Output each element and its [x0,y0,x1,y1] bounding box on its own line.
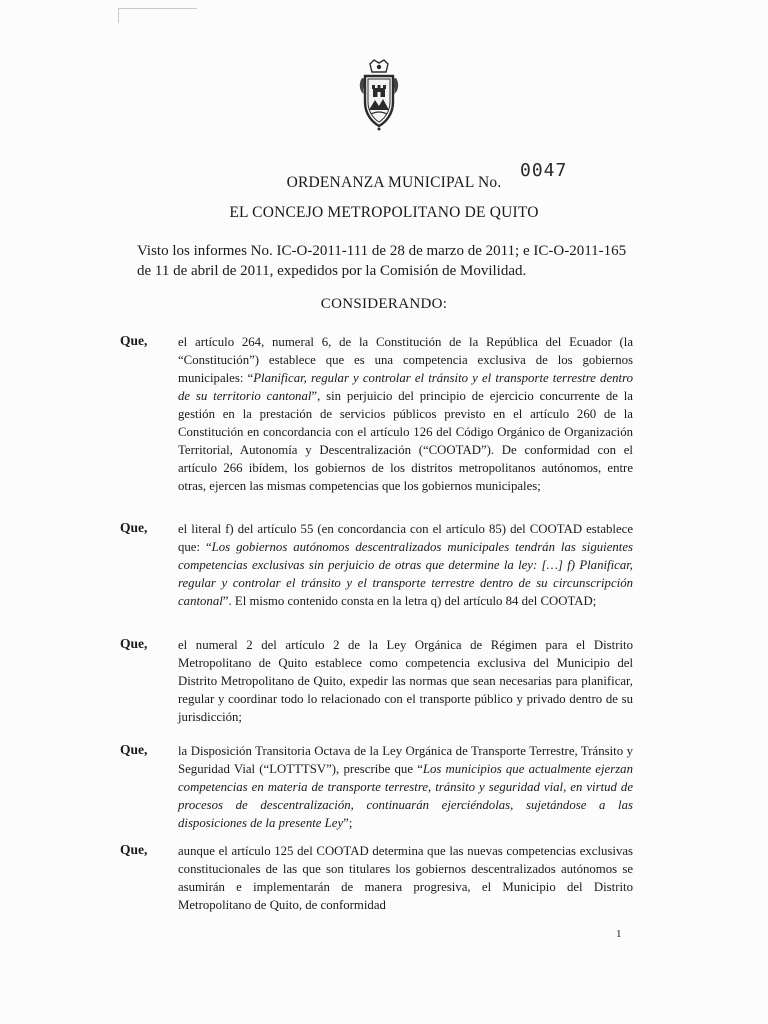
scan-corner-mark [118,8,197,23]
ordinance-title: ORDENANZA MUNICIPAL No. [286,174,502,191]
coat-of-arms-icon [356,58,402,132]
que-label: Que, [120,520,148,535]
que-label: Que, [120,333,148,348]
ordinance-number-stamp: 0047 [520,160,568,181]
page-number: 1 [616,928,622,940]
paragraph-text: la Disposición Transitoria Octava de la Ley Orgánica de Transporte Terrestre, Tránsito y Seguridad Vial (“LOTTTSV”), prescribe que “Los municipios que actualmente ejerzan competencias en materia de transporte terrestre, tránsito y seguridad vial, en virtud de procesos de descentralización, continuarán ejerciéndolas, sujetándose a las disposiciones de la presente Ley”; [178,744,633,830]
council-title: EL CONCEJO METROPOLITANO DE QUITO [229,204,539,221]
que-label: Que, [120,636,148,651]
paragraph-text: aunque el artículo 125 del COOTAD determina que las nuevas competencias exclusivas constitucionales de las que son titulares los gobiernos descentralizados autónomos se asumirán e implementarán de manera progresiva, el Municipio del Distrito Metropolitano de Quito, de conformidad [178,844,633,912]
visto-paragraph: Visto los informes No. IC-O-2011-111 de 28 de marzo de 2011; e IC-O-2011-165 de 11 de abril de 2011, expedidos por la Comisión de Movilidad. [137,243,627,279]
que-label: Que, [120,842,148,857]
paragraph-text: el numeral 2 del artículo 2 de la Ley Orgánica de Régimen para el Distrito Metropolitano de Quito establece como competencia exclusiva del Municipio del Distrito Metropolitano de Quito, expedir las normas que sean necesarias para planificar, regular y coordinar todo lo relacionado con el transporte público y privado dentro de su jurisdicción; [178,638,633,724]
paragraph-text: el literal f) del artículo 55 (en concordancia con el artículo 85) del COOTAD establece que: “Los gobiernos autónomos descentralizados municipales tendrán las siguientes competencias exclusivas sin perjuicio de otras que determine la ley: […] f) Planificar, regular y controlar el tránsito y el transporte terrestre dentro de su circunscripción cantonal”. El mismo contenido consta en la letra q) del artículo 84 del COOTAD; [178,522,633,608]
paragraph-text: el artículo 264, numeral 6, de la Constitución de la República del Ecuador (la “Constitución”) establece que es una competencia exclusiva de los gobiernos municipales: “Planificar, regular y controlar el tránsito y el transporte terrestre dentro de su territorio cantonal”, sin perjuicio del principio de ejercicio concurrente de la gestión en la prestación de servicios públicos previsto en el artículo 260 de la Constitución en concordancia con el artículo 126 del Código Orgánico de Organización Territorial, Autonomía y Descentralización (“COOTAD”). De conformidad con el artículo 266 ibídem, los gobiernos de los distritos metropolitanos autónomos, entre otras, ejercen las mismas competencias que los gobiernos municipales; [178,335,633,493]
que-label: Que, [120,742,148,757]
considerando-heading: CONSIDERANDO: [320,296,448,312]
